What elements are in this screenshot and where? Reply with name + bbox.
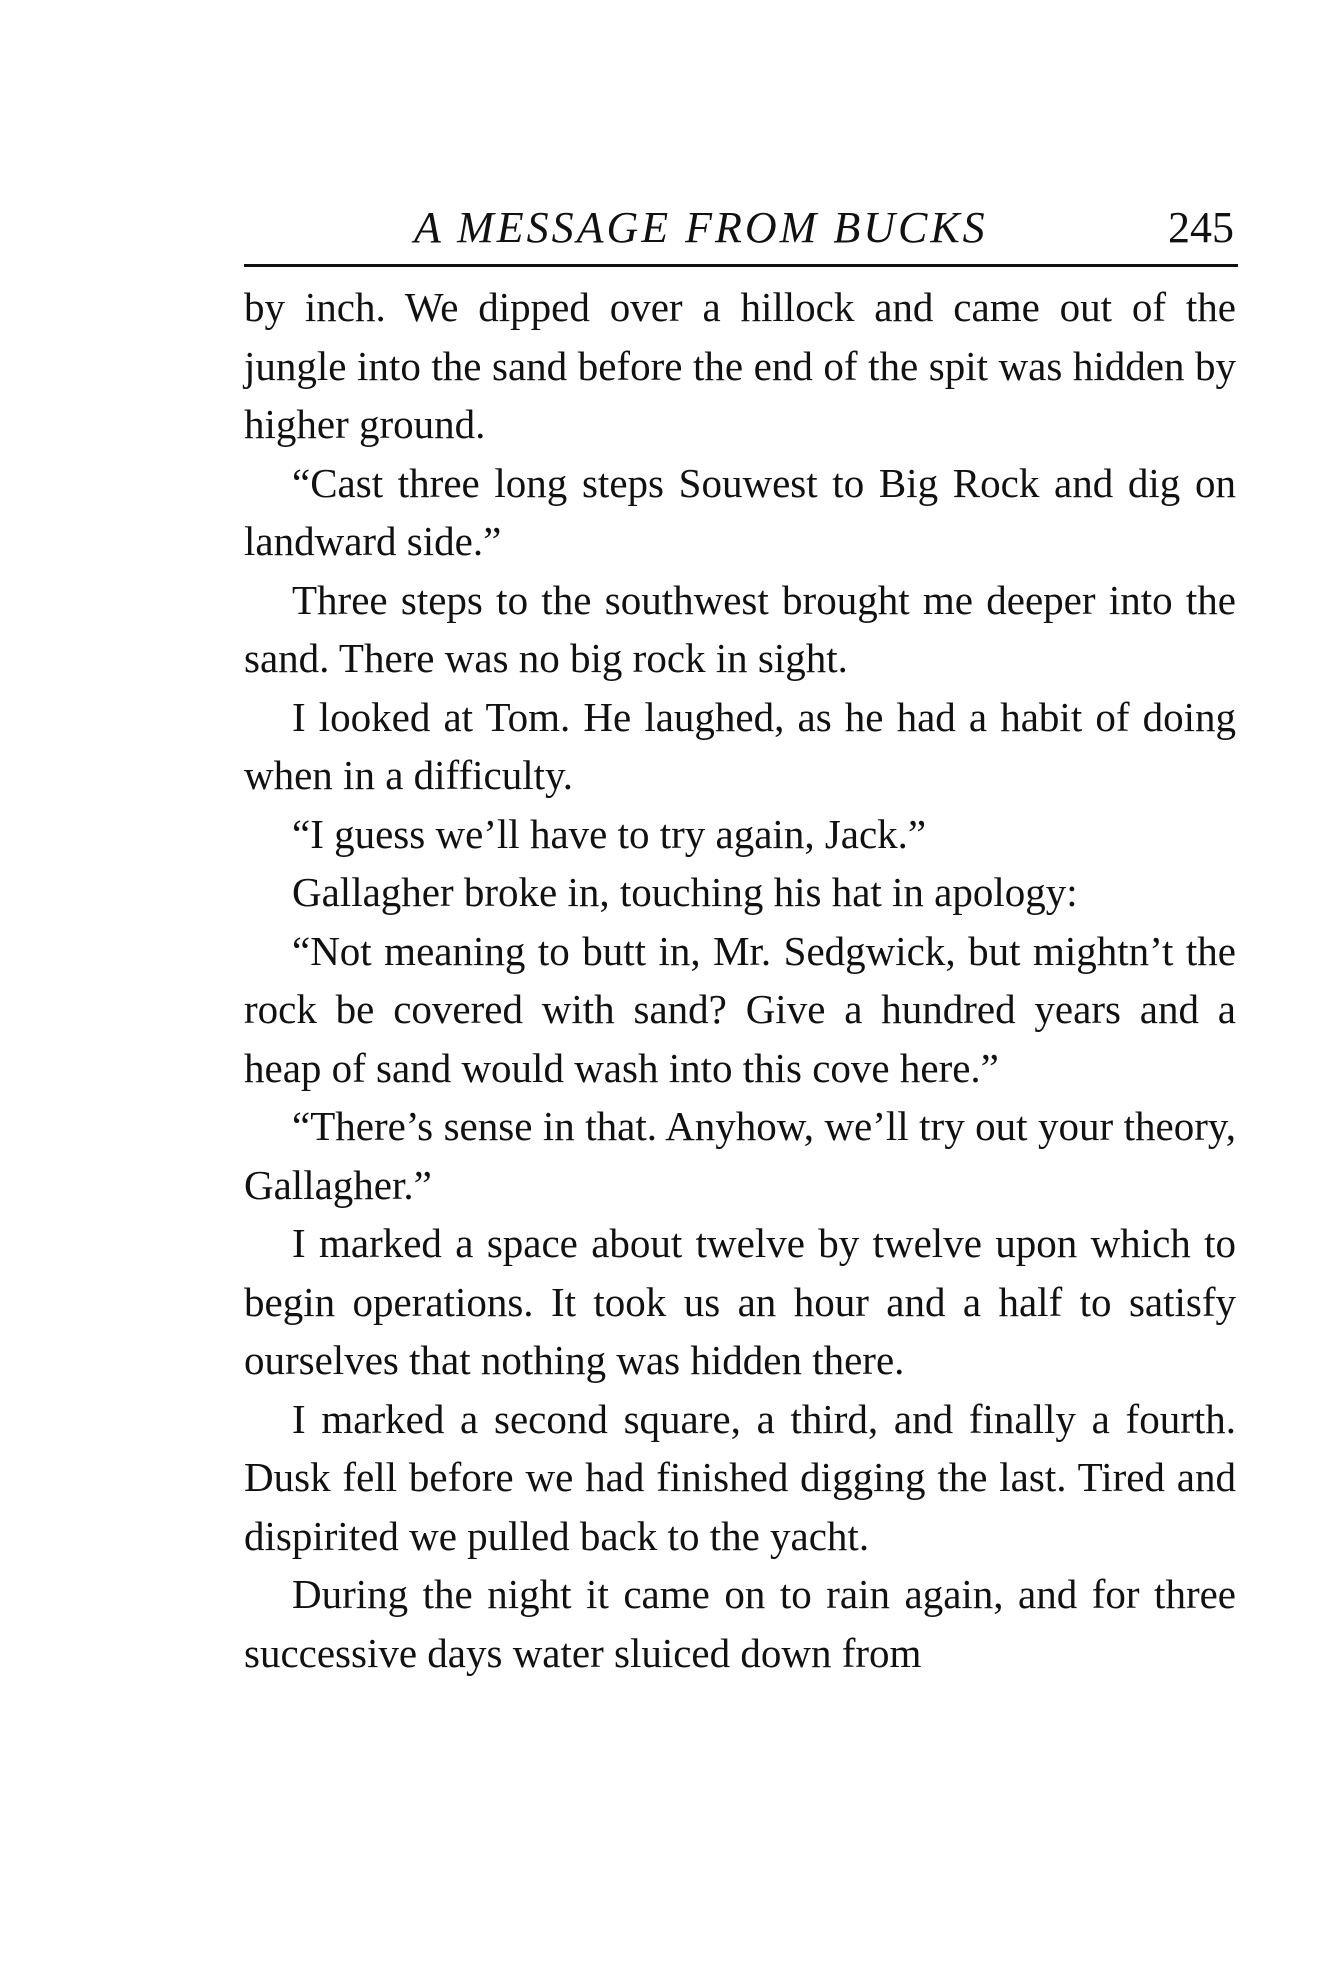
body-text: [244, 278, 1236, 1682]
page-number: 245: [1168, 203, 1234, 252]
header-rule: [244, 264, 1238, 267]
paragraph: I marked a space about twelve by twelve upon which to begin operations. It took us an hour and a half to satisfy ourselves that nothing was hidden there.: [244, 1220, 1236, 1383]
paragraph: Gallagher broke in, touching his hat in apology:: [292, 869, 1078, 915]
paragraph: Three steps to the southwest brought me deeper into the sand. There was no big rock in sight.: [244, 576, 1236, 681]
paragraph: I looked at Tom. He laughed, as he had a habit of doing when in a difficulty.: [244, 693, 1236, 798]
paragraph: by inch. We dipped over a hillock and came out of the jungle into the sand before the end of the spit was hidden by higher ground.: [244, 284, 1236, 447]
paragraph: “I guess we’ll have to try again, Jack.”: [292, 810, 927, 857]
paragraph: “There’s sense in that. Anyhow, we’ll try out your theory, Gallagher.”: [244, 1103, 1236, 1208]
paragraph: I marked a second square, a third, and finally a fourth. Dusk fell before we had finished digging the last. Tired and dispirited we pulled back to the yacht.: [244, 1395, 1236, 1559]
paragraph: “Cast three long steps Souwest to Big Rock and dig on landward side.”: [244, 459, 1236, 564]
paragraph: During the night it came on to rain again, and for three successive days water sluiced down from: [244, 1571, 1236, 1676]
running-head: A MESSAGE FROM BUCKS: [414, 203, 988, 252]
page-header: [244, 190, 1240, 260]
paragraph: “Not meaning to butt in, Mr. Sedgwick, but mightn’t the rock be covered with sand? Give a hundred years and a heap of sand would wash into this cove here.”: [244, 927, 1236, 1091]
